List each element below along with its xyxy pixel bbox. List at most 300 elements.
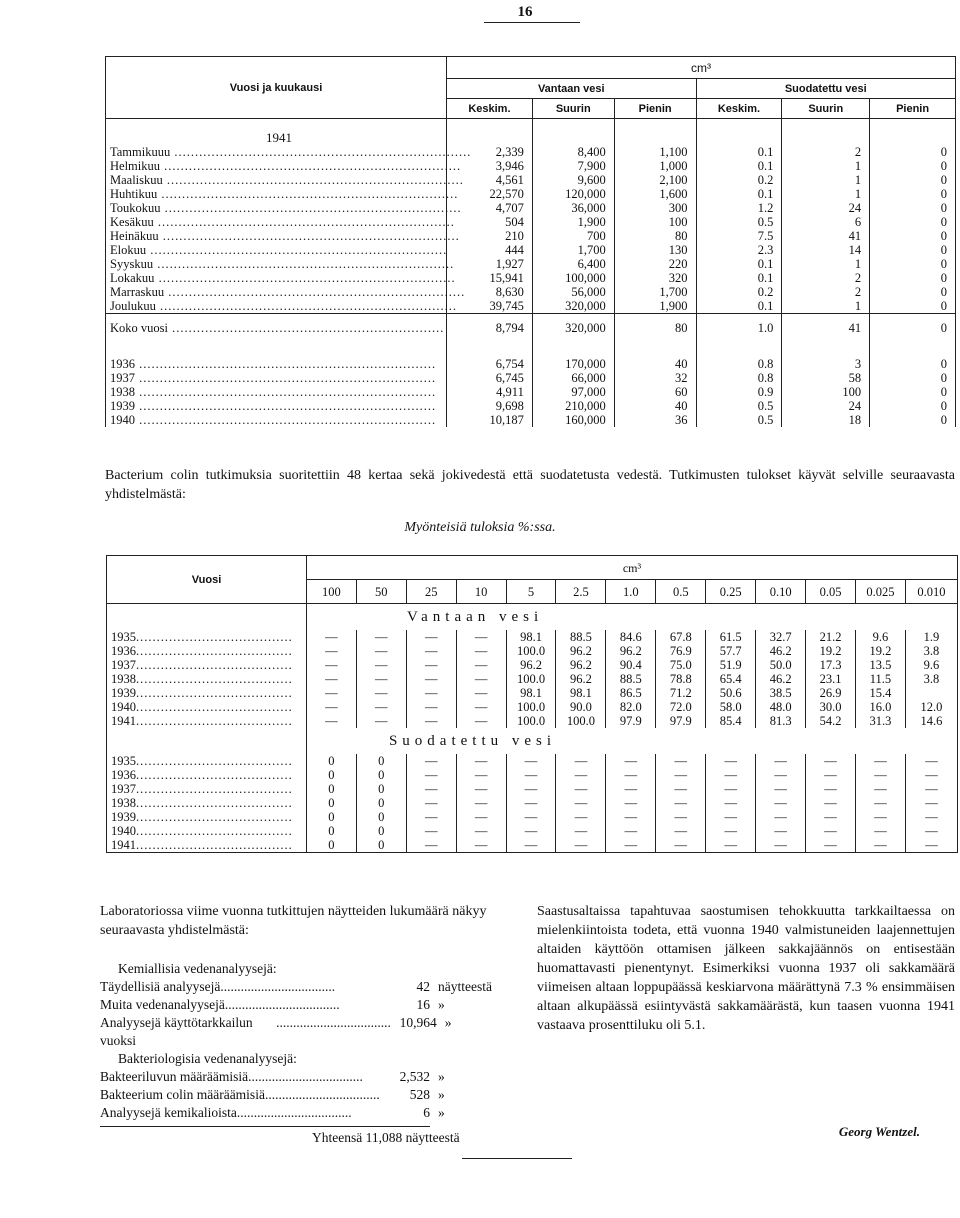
cell: — [456,630,506,644]
cell: 10,187 [447,413,533,427]
row-label-text: Kesäkuu [110,214,154,229]
row-label-text: 1939 [111,685,136,700]
total-rule [100,1126,430,1127]
row-label: Koko vuosi .................................................................. [106,321,447,335]
table1-unit: cm³ [447,57,956,79]
cell: 14 [782,243,870,257]
group-vantaa: Vantaan vesi [447,79,697,99]
row-label: 1936 ........................................................................ [106,357,447,371]
cell: — [356,644,406,658]
cell: — [806,796,856,810]
cell: 100.0 [556,714,606,728]
table2-row-header: Vuosi [107,556,307,604]
cell: 0 [306,824,356,838]
cell: 41 [782,321,870,335]
cell: — [905,782,957,796]
cell: — [306,644,356,658]
cell: — [306,700,356,714]
table-row [106,159,956,173]
table-row [107,754,958,768]
table2-col-header: 2.5 [556,580,606,604]
cell: — [506,810,556,824]
total-row [106,321,956,335]
cell: 100.0 [506,644,556,658]
cell: 41 [782,229,870,243]
row-label-text: Lokakuu [110,270,155,285]
table2-col-header: 10 [456,580,506,604]
cell: 4,561 [447,173,533,187]
row-label: 1941...................................... [107,714,307,728]
lab-item-unit: » [438,997,445,1012]
paragraph-1: Bacterium colin tutkimuksia suoritettiin 48 kertaa sekä jokivedestä että suodatetusta vedestä. Tutkimusten tulokset käyvät selville seuraavasta yhdistelmästä: [105,468,955,502]
cell: — [856,754,906,768]
table-row [106,215,956,229]
cell: 57.7 [706,644,756,658]
lab-item-unit: » [438,1069,445,1084]
lab-item-value: 6 [423,1105,430,1120]
cell: 2.3 [696,243,782,257]
row-label-text: Tammikuuu [110,144,171,159]
cell: 31.3 [856,714,906,728]
cell: 97.9 [656,714,706,728]
cell: 8,400 [532,145,614,159]
table-row [106,357,956,371]
row-label-text: Elokuu [110,242,147,257]
cell: 0 [870,145,956,159]
table-row [107,714,958,728]
lab-item-label: Bakteeriluvun määräämisiä [100,1069,249,1084]
row-label: Joulukuu ........................................................................ [106,299,447,314]
cell: 0.8 [696,357,782,371]
cell: 1 [782,187,870,201]
cell: — [556,810,606,824]
cell: 0 [870,357,956,371]
lab-total-unit: näytteestä [405,1130,460,1145]
cell: — [656,796,706,810]
cell: 16.0 [856,700,906,714]
cell: 0.1 [696,271,782,285]
row-label: 1940...................................... [107,824,307,838]
cell: — [456,810,506,824]
cell: — [456,796,506,810]
cell: 130 [614,243,696,257]
cell: 100.0 [506,672,556,686]
signature: Georg Wentzel. [838,1124,920,1139]
cell: 96.2 [556,658,606,672]
cell: — [556,782,606,796]
cell: 39,745 [447,299,533,314]
lab-item-value: 16 [416,997,430,1012]
lab-list [100,960,520,1147]
cell: 23.1 [806,672,856,686]
table-row [107,686,958,700]
row-label: 1939...................................... [107,810,307,824]
cell: 0.5 [696,413,782,427]
cell: 6,745 [447,371,533,385]
table-row [106,371,956,385]
row-label: 1937...................................... [107,658,307,672]
cell: — [806,782,856,796]
row-label-text: 1938 [111,795,136,810]
cell: — [856,810,906,824]
cell: 0 [356,796,406,810]
cell: — [406,754,456,768]
cell: 60 [614,385,696,399]
cell: — [756,838,806,853]
total-label: Koko vuosi [110,321,168,335]
table-row [107,782,958,796]
cell: — [806,838,856,853]
cell: 51.9 [706,658,756,672]
row-label: Kesäkuu ........................................................................ [106,215,447,229]
cell: 38.5 [756,686,806,700]
cell: 54.2 [806,714,856,728]
cell: — [606,810,656,824]
table1-col-header: Keskim. [447,99,533,119]
cell: — [706,810,756,824]
cell: 11.5 [856,672,906,686]
cell: 320 [614,271,696,285]
cell: 14.6 [905,714,957,728]
cell: — [456,714,506,728]
lab-item-value: 528 [409,1087,430,1102]
row-label-text: 1940 [111,823,136,838]
lab-item [100,978,520,996]
cell: — [406,686,456,700]
cell: — [456,824,506,838]
cell: 50.0 [756,658,806,672]
table1-col-header: Suurin [782,99,870,119]
table2-caption: Myönteisiä tuloksia %:ssa. [404,520,556,535]
cell: 8,630 [447,285,533,299]
cell: 24 [782,201,870,215]
lab-item [100,1086,520,1104]
cell: 0 [870,413,956,427]
row-label: 1938 ........................................................................ [106,385,447,399]
cell: 100.0 [506,714,556,728]
lab-item [100,996,520,1014]
monthly-table [105,56,956,427]
table-row [107,658,958,672]
cell: — [656,824,706,838]
table2-unit: cm³ [306,556,957,580]
table-row [107,824,958,838]
row-label: Toukokuu ........................................................................ [106,201,447,215]
cell: — [856,782,906,796]
table2-col-header: 100 [306,580,356,604]
table-row [107,644,958,658]
row-label: 1938...................................... [107,796,307,810]
cell: — [406,700,456,714]
row-label-text: 1936 [111,767,136,782]
cell: 504 [447,215,533,229]
lab-total [100,1129,520,1147]
cell: 0 [870,371,956,385]
cell: — [356,700,406,714]
cell: — [456,672,506,686]
cell: 26.9 [806,686,856,700]
cell: — [706,768,756,782]
cell: 21.2 [806,630,856,644]
cell: 9.6 [905,658,957,672]
cell: — [656,810,706,824]
cell: 78.8 [656,672,706,686]
table-row [106,413,956,427]
cell: 90.0 [556,700,606,714]
cell: 0 [870,321,956,335]
cell: 82.0 [606,700,656,714]
row-label: 1937...................................... [107,782,307,796]
cell: 58 [782,371,870,385]
cell: 210,000 [532,399,614,413]
cell: 1,927 [447,257,533,271]
cell: 98.1 [506,630,556,644]
cell: 1,600 [614,187,696,201]
chem-heading: Kemiallisia vedenanalyysejä: [118,961,277,976]
lab-item-label: Muita vedenanalyysejä [100,997,225,1012]
cell: — [456,658,506,672]
paragraph-2: Saastusaltaissa tapahtuvaa saostumisen tehokkuutta tarkkailtaessa on mielenkiintoista todeta, että vuonna 1940 valmistuneiden laajennettujen altaiden käyttöön ottamisen jälkeen sakkajäännös on entisestään huomattavasti pienentynyt. Esimerkiksi vuonna 1937 oli sakkamäärä viimeisen altaan loppupäässä keskiarvona määrättynä 7.3 % ensimmäisen altaan alkupäässä esiintyvästä sakkamäärästä, kun taasen vuonna 1941 vastaava prosenttiluku oli 5.1. [537,904,955,1033]
cell: 0 [356,754,406,768]
cell: 0.1 [696,145,782,159]
cell: — [356,630,406,644]
table-row [106,385,956,399]
group-suodatettu: Suodatettu vesi [696,79,955,99]
leader-dots: .................................. [220,979,336,994]
cell: — [756,768,806,782]
cell: — [506,768,556,782]
cell: 18 [782,413,870,427]
cell: — [706,838,756,853]
cell: 0 [356,838,406,853]
cell: 19.2 [856,644,906,658]
cell: 0 [356,824,406,838]
cell: — [406,672,456,686]
cell: 3,946 [447,159,533,173]
cell: 32.7 [756,630,806,644]
lab-item-unit: näytteestä [438,979,492,994]
cell: — [856,838,906,853]
table-row [107,672,958,686]
row-label-text: 1937 [110,371,135,385]
cell: 98.1 [506,686,556,700]
row-label-text: 1941 [111,713,136,728]
row-label: 1941...................................... [107,838,307,853]
table1-col-header: Pienin [870,99,956,119]
row-label: 1936...................................... [107,644,307,658]
cell: 0 [870,257,956,271]
cell: — [606,754,656,768]
cell: 0 [306,782,356,796]
cell: 0 [870,159,956,173]
cell: 0.2 [696,173,782,187]
table1-col-header: Pienin [614,99,696,119]
cell: 88.5 [606,672,656,686]
cell: 80 [614,321,696,335]
cell: 71.2 [656,686,706,700]
cell: — [306,714,356,728]
table-row [106,201,956,215]
cell: 9,600 [532,173,614,187]
year-label: 1941 [106,119,447,145]
cell: 444 [447,243,533,257]
cell: 3.8 [905,644,957,658]
cell: 0 [306,754,356,768]
cell: 6,400 [532,257,614,271]
cell: 80 [614,229,696,243]
cell: — [356,658,406,672]
cell: 19.2 [806,644,856,658]
row-label-text: 1935 [111,629,136,644]
cell: 1,700 [532,243,614,257]
cell: 1.0 [696,321,782,335]
row-label-text: 1936 [111,643,136,658]
cell: 12.0 [905,700,957,714]
cell: 100 [614,215,696,229]
cell: — [905,824,957,838]
table-row [106,187,956,201]
table-row [106,145,956,159]
cell: 1.2 [696,201,782,215]
cell: 46.2 [756,672,806,686]
cell: — [306,630,356,644]
row-label-text: Helmikuu [110,158,160,173]
cell: 0 [356,810,406,824]
cell: 98.1 [556,686,606,700]
cell: 96.2 [556,672,606,686]
cell: — [506,782,556,796]
cell: — [456,838,506,853]
cell: 1,000 [614,159,696,173]
cell: 120,000 [532,187,614,201]
cell: 100.0 [506,700,556,714]
table-row [106,299,956,314]
cell: 0.8 [696,371,782,385]
row-label: 1936...................................... [107,768,307,782]
cell: — [905,754,957,768]
cell: 66,000 [532,371,614,385]
table-row [106,257,956,271]
table2-col-header: 0.10 [756,580,806,604]
table2-col-header: 0.05 [806,580,856,604]
cell: 0.2 [696,285,782,299]
table-row [106,399,956,413]
cell: — [756,796,806,810]
row-label: 1939...................................... [107,686,307,700]
cell: 0 [870,385,956,399]
cell: — [406,796,456,810]
cell: 50.6 [706,686,756,700]
row-label: 1935...................................... [107,754,307,768]
table-row [107,768,958,782]
cell: — [656,782,706,796]
cell: — [856,768,906,782]
cell: 0 [356,768,406,782]
row-label-text: 1936 [110,357,135,371]
cell: 84.6 [606,630,656,644]
cell: 17.3 [806,658,856,672]
row-label: Helmikuu ........................................................................ [106,159,447,173]
cell: 2 [782,145,870,159]
cell: — [406,644,456,658]
lab-item-value: 42 [416,979,430,994]
cell: 13.5 [856,658,906,672]
cell: 1,100 [614,145,696,159]
table-row [107,810,958,824]
table2-col-header: 0.010 [905,580,957,604]
lab-item-value: 2,532 [399,1069,430,1084]
cell: 40 [614,357,696,371]
cell: 61.5 [706,630,756,644]
cell: 0 [870,173,956,187]
cell: — [556,824,606,838]
cell: 76.9 [656,644,706,658]
section-vantaa: Vantaan vesi [306,604,957,630]
cell: — [706,782,756,796]
cell: 97,000 [532,385,614,399]
table-row [107,630,958,644]
row-label: Syyskuu ........................................................................ [106,257,447,271]
row-label: 1935...................................... [107,630,307,644]
cell: 9,698 [447,399,533,413]
cell: — [756,754,806,768]
lab-total-value: 11,088 [365,1130,403,1145]
cell: — [306,658,356,672]
cell: 320,000 [532,321,614,335]
row-label-text: Maaliskuu [110,172,163,187]
lab-intro: Laboratoriossa viime vuonna tutkittujen näytteiden lukumäärä näkyy seuraavasta yhdistelmästä: [100,904,487,938]
row-label-text: Marraskuu [110,284,165,299]
cell: 0 [306,838,356,853]
header-rule [484,22,580,23]
lab-item-value: 10,964 [399,1015,437,1030]
cell: 300 [614,201,696,215]
cell: 0.1 [696,187,782,201]
row-label-text: 1935 [111,753,136,768]
cell: 24 [782,399,870,413]
cell: — [456,768,506,782]
cell: — [406,658,456,672]
cell: 85.4 [706,714,756,728]
cell: — [806,810,856,824]
cell: — [456,700,506,714]
cell: 700 [532,229,614,243]
leader-dots: .................................. [264,1087,380,1102]
cell: 0.5 [696,215,782,229]
lab-item [100,1104,520,1122]
cell: — [606,768,656,782]
row-label: 1937 ........................................................................ [106,371,447,385]
cell: 96.2 [506,658,556,672]
cell: 0.5 [696,399,782,413]
cell: 96.2 [556,644,606,658]
cell: 2,100 [614,173,696,187]
cell: — [506,838,556,853]
cell: — [506,824,556,838]
cell: — [456,754,506,768]
lab-item-unit: » [444,1015,452,1030]
row-label-text: 1939 [110,399,135,413]
cell: 0.1 [696,257,782,271]
row-label: 1939 ........................................................................ [106,399,447,413]
cell: 100,000 [532,271,614,285]
cell: — [556,754,606,768]
cell: — [356,714,406,728]
cell: 90.4 [606,658,656,672]
table-row [106,173,956,187]
row-label-text: 1941 [111,837,136,852]
cell: 320,000 [532,299,614,314]
